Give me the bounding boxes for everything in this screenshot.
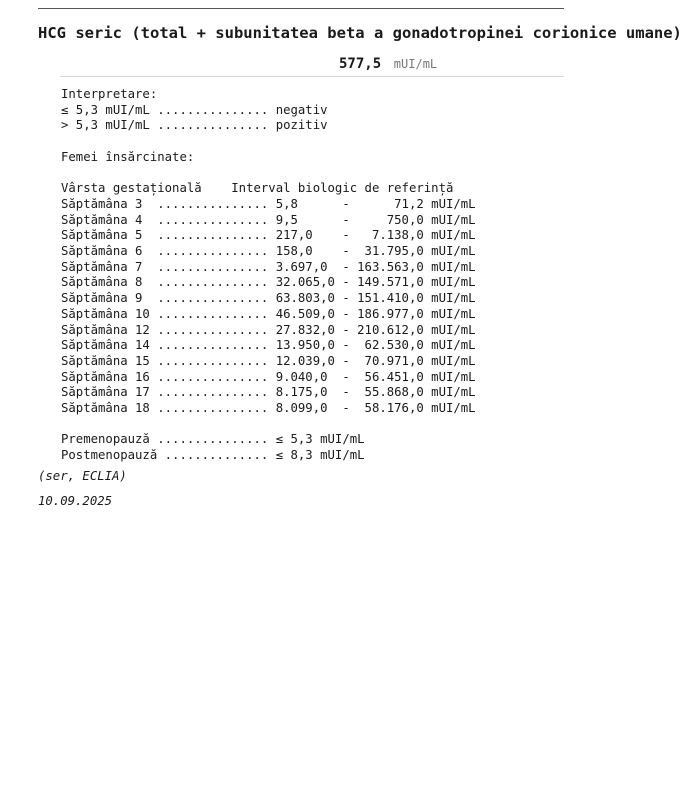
result-date: 10.09.2025 (38, 494, 113, 508)
result-line (339, 53, 437, 72)
result-divider (60, 76, 564, 77)
top-divider (38, 8, 564, 9)
result-value: 577,5 (339, 56, 382, 72)
result-unit: mUI/mL (393, 57, 438, 71)
method-note: (ser, ECLIA) (38, 469, 127, 483)
test-title: HCG seric (total + subunitatea beta a gonadotropinei corionice umane) (38, 24, 682, 42)
reference-intervals: Interpretare: ≤ 5,3 mUI/mL ............... negativ > 5,3 mUI/mL ............... pozitiv Femei însărcinate: Vârsta gestațională Interval biologic de referință Săptămâna 3 ............... 5,8 - 71,2 mUI/mL Săptămâna 4 ............... 9,5 - 750,0 mUI/mL Săptămâna 5 ............... 217,0 - 7.138,0 mUI/mL Săptămâna 6 ............... 158,0 - 31.795,0 mUI/mL Săptămâna 7 ............... 3.697,0 - 163.563,0 mUI/mL Săptămâna 8 ............... 32.065,0 - 149.571,0 mUI/mL Săptămâna 9 ............... 63.803,0 - 151.410,0 mUI/mL Săptămâna 10 ............... 46.509,0 - 186.977,0 mUI/mL Săptămâna 12 ............... 27.832,0 - 210.612,0 mUI/mL Săptămâna 14 ............... 13.950,0 - 62.530,0 mUI/mL Săptămâna 15 ............... 12.039,0 - 70.971,0 mUI/mL Săptămâna 16 ............... 9.040,0 - 56.451,0 mUI/mL Săptămâna 17 ............... 8.175,0 - 55.868,0 mUI/mL Săptămâna 18 ............... 8.099,0 - 58.176,0 mUI/mL Premenopauză ............... ≤ 5,3 mUI/mL Postmenopauză .............. ≤ 8,3 mUI/mL (61, 87, 476, 463)
